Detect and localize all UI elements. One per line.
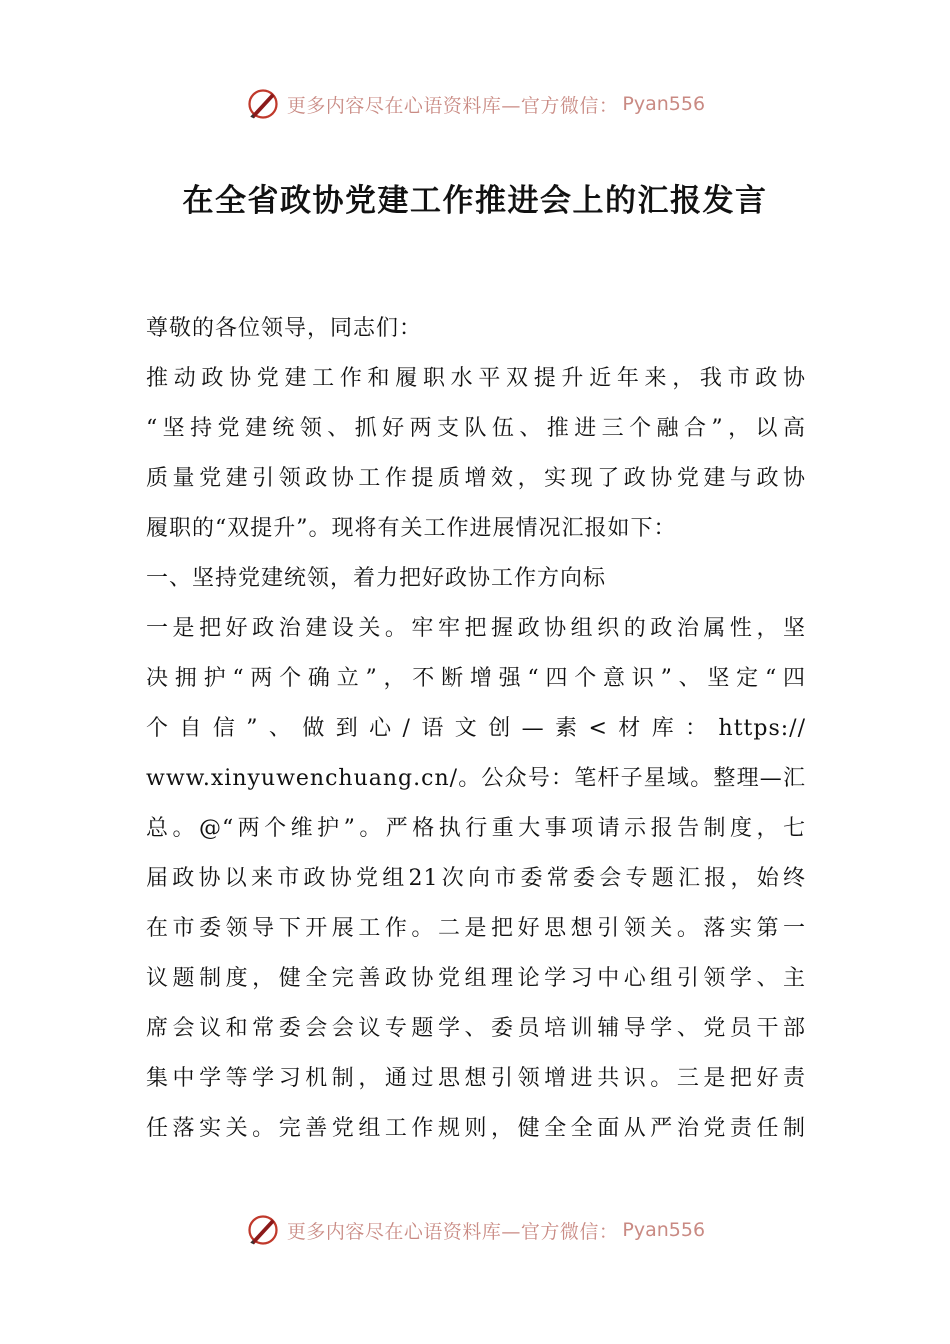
body-line: 集中学等学习机制，通过思想引领增进共识。三是把好责 [146, 1066, 806, 1091]
document-title: 在全省政协党建工作推进会上的汇报发言 [182, 183, 768, 219]
pen-logo-icon [245, 1212, 281, 1248]
pen-logo-icon [245, 86, 281, 122]
body-line: 质量党建引领政协工作提质增效，实现了政协党建与政协 [146, 466, 806, 491]
body-line: 总。@“两个维护”。严格执行重大事项请示报告制度，七 [146, 816, 806, 841]
salutation-line: 尊敬的各位领导，同志们： [146, 316, 423, 341]
body-line: 届政协以来市政协党组21次向市委常委会专题汇报，始终 [146, 866, 806, 891]
body-line: 履职的“双提升”。现将有关工作进展情况汇报如下： [146, 516, 677, 541]
document-body [146, 304, 806, 1154]
body-line: 决拥护“两个确立”，不断增强“四个意识”、坚定“四 [146, 666, 806, 691]
body-line: www.xinyuwenchuang.cn/。公众号：笔杆子星域。整理—汇 [146, 766, 806, 791]
body-line: 在市委领导下开展工作。二是把好思想引领关。落实第一 [146, 916, 806, 941]
body-line: 议题制度，健全完善政协党组理论学习中心组引领学、主 [146, 966, 806, 991]
banner-text: 更多内容尽在心语资料库—官方微信： [286, 94, 619, 117]
header-watermark-banner [0, 84, 950, 124]
body-line: “坚持党建统领、抓好两支队伍、推进三个融合”，以高 [146, 416, 806, 441]
banner-wechat-id: Pyan556 [622, 1219, 706, 1241]
body-line: 席会议和常委会会议专题学、委员培训辅导学、党员干部 [146, 1016, 806, 1041]
banner-wechat-id: Pyan556 [622, 93, 706, 115]
body-line: 任落实关。完善党组工作规则，健全全面从严治党责任制 [146, 1116, 806, 1141]
footer-watermark-banner [0, 1210, 950, 1250]
body-line: 一是把好政治建设关。牢牢把握政协组织的政治属性，坚 [146, 616, 806, 641]
body-line: 推动政协党建工作和履职水平双提升近年来，我市政协 [146, 366, 806, 391]
banner-text: 更多内容尽在心语资料库—官方微信： [286, 1220, 619, 1243]
section-heading: 一、坚持党建统领，着力把好政协工作方向标 [146, 566, 607, 591]
body-line: 个自信”、做到心/语文创—素<材库：https:// [146, 716, 806, 741]
